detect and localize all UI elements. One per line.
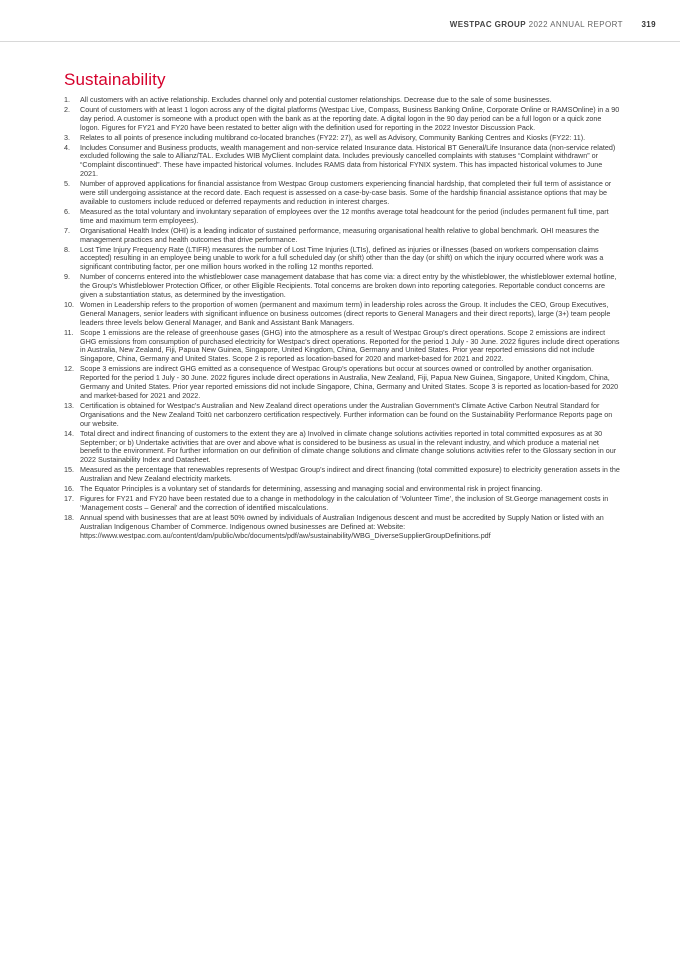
footnote: [64, 301, 620, 328]
footnote-text: Certification is obtained for Westpac’s Australian and New Zealand direct operations under the Australian Government’s Climate Active Carbon Neutral Standard for Organisations and the New Zealand Toitū net carbonzero certification respectively. Further information can be found on the Sustainability Performance Reports page on our website.: [80, 400, 613, 428]
footnote: [64, 134, 620, 143]
footnote-number: 18.: [64, 512, 74, 522]
footnote-number: 6.: [64, 206, 70, 216]
header-report-title: 2022 ANNUAL REPORT: [528, 20, 623, 29]
footnote: [64, 180, 620, 207]
footnote-number: 13.: [64, 400, 74, 410]
footnote-text: All customers with an active relationship. Excludes channel only and potential customer relationships. Decrease due to the sale of some businesses.: [80, 95, 552, 104]
footnote: [64, 106, 620, 133]
footnote-text: Measured as the total voluntary and involuntary separation of employees over the 12 months average total headcount for the period (includes permanent full time, part time and maximum term employees).: [80, 206, 609, 225]
footnote: [64, 144, 620, 180]
footnote-text: Organisational Health Index (OHI) is a leading indicator of sustained performance, measuring organisational health relative to global benchmark. OHI measures the management practices and health outcomes that drive performance.: [80, 225, 599, 244]
footnote: [64, 485, 620, 494]
footnotes-list: [64, 96, 620, 542]
footnote: [64, 466, 620, 484]
footnote-number: 12.: [64, 364, 74, 374]
footnote: [64, 514, 620, 541]
page-number: 319: [641, 20, 656, 29]
footnote-text: Annual spend with businesses that are at least 50% owned by individuals of Australian Indigenous descent and must be accredited by Supply Nation or listed with an Australian Indigenous Chamber of Commerce. Indigenous owned businesses are Defined at: Website: https://www.westpac.com.au/content/dam/public/wbc/documents/pdf/aw/sustainability/WBG_DiverseSupplierGroupDefinitions.pdf: [80, 512, 604, 540]
footnote-text: Measured as the percentage that renewables represents of Westpac Group’s indirect and direct financing (total committed exposure) to electricity generation assets in the Australian and New Zealand electricity markets.: [80, 465, 620, 484]
footnote-number: 8.: [64, 244, 70, 254]
footnote: [64, 208, 620, 226]
footnote-number: 1.: [64, 95, 70, 104]
footnote-text: Number of concerns entered into the whistleblower case management database that has come via: a direct entry by the whistleblower, the whistleblower external hotline, the Group’s Whistleblower Protection Officer, or other Eligible Recipients. Total concerns are broken down into reporting categories. Reportable conduct concerns are given a substantiation status, as determined by the investigation.: [80, 272, 617, 300]
footnote: [64, 495, 620, 513]
footnote: [64, 430, 620, 466]
footnote-number: 9.: [64, 272, 70, 282]
footnote-text: Lost Time Injury Frequency Rate (LTIFR) measures the number of Lost Time Injuries (LTIs), defined as injuries or illnesses (based on workers compensation claims accepted) resulting in an employee being unable to work for a full scheduled day (or shift) other than the day (or shift) on which the injury occurred where work was a significant contributing factor, per one million hours worked in the rolling 12 months reported.: [80, 244, 604, 272]
footnote-number: 15.: [64, 465, 74, 475]
footnote-text: Scope 3 emissions are indirect GHG emitted as a consequence of Westpac Group’s operations but occur at sources owned or controlled by another organisation. Reported for the period 1 July - 30 June. 2022 figures include direct operations in Australia, New Zealand, Fiji, Papua New Guinea, Singapore, United Kingdom, China, Germany and United States. Prior year reported emissions did not include Singapore, China, Germany and United States. Scope 3 is reported as location-based for 2020 and market-based for 2021 and 2022.: [80, 364, 619, 400]
footnote-number: 11.: [64, 327, 74, 337]
footnote-text: Includes Consumer and Business products, wealth management and non-service related Insurance data. Historical BT General/Life Insurance data (non-service related) excluded following the sale to Allianz/TAL. Excludes WIB MyClient complaint data. Includes previously cancelled complaints with statuses “Complaint withdrawn” or “Complaint discontinued”. These have impacted historical volumes. Includes RAMS data from historical FYNIX system. This has impacted historical volumes to June 2021.: [80, 142, 616, 179]
footnote-number: 5.: [64, 179, 70, 189]
footnote-number: 3.: [64, 132, 70, 142]
footnote-number: 4.: [64, 142, 70, 152]
section-title: Sustainability: [64, 70, 166, 89]
footnote: [64, 273, 620, 300]
footnote: [64, 402, 620, 429]
footnote: [64, 96, 620, 105]
footnote: [64, 365, 620, 401]
footnote-number: 10.: [64, 299, 74, 309]
footnote-text: Count of customers with at least 1 logon across any of the digital platforms (Westpac Live, Compass, Business Banking Online, Corporate Online or RAMSOnline) in a 90 day period. A customer is someone with a product open with the bank as at the reporting date. A digital logon in the 90 day period can be a full logon or a quick zone logon. Figures for FY21 and FY20 have been restated to better align with the definition used for reporting in the 2022 Investor Discussion Pack.: [80, 104, 620, 132]
footnote: [64, 246, 620, 273]
footnote-number: 14.: [64, 428, 74, 438]
footnote: [64, 227, 620, 245]
footnote-text: Total direct and indirect financing of customers to the extent they are a) Involved in climate change solutions activities reported in total committed exposures as at 30 September; or b) Undertake activities that are over and above what is considered to be business as usual in the relevant industry, and which produce a material net benefit to the environment. For further information on our definition of climate change solutions and climate change solutions activities refer to the Glossary section in our 2022 Sustainability Index and Datasheet.: [80, 428, 617, 465]
footnote-text: Number of approved applications for financial assistance from Westpac Group customers experiencing financial hardship, that completed their full term of assistance or were still undergoing assistance at the record date. Each request is assessed on a case-by-case basis. Some of the hardship financial assistance options that may be available to customers include reduced or deferred repayments and reduction in interest charges.: [80, 179, 612, 206]
footnote-text: Figures for FY21 and FY20 have been restated due to a change in methodology in the calculation of ‘Volunteer Time’, the inclusion of St.George management costs in ‘Management costs – General’ and the correction of identified miscalculations.: [80, 493, 609, 512]
footnote-number: 17.: [64, 493, 74, 503]
footnote: [64, 329, 620, 365]
footnote-text: Relates to all points of presence including multibrand co-located branches (FY22: 27), as well as Advisory, Community Banking Centres and Kiosks (FY22: 11).: [80, 132, 586, 142]
footnote-number: 16.: [64, 484, 74, 494]
page-header: [450, 20, 656, 34]
header-brand: WESTPAC GROUP: [449, 20, 526, 29]
footnote-number: 2.: [64, 104, 70, 114]
footnote-text: Women in Leadership refers to the proportion of women (permanent and maximum term) in leadership roles across the Group. It includes the CEO, Group Executives, General Managers, senior leaders with significant influence on business outcomes (direct reports to General Managers and their direct reports), large (3+) team people leaders three levels below General Manager, and Bank and Assistant Bank Managers.: [80, 299, 611, 327]
header-divider: [0, 41, 680, 42]
footnote-text: The Equator Principles is a voluntary set of standards for determining, assessing and managing social and environmental risk in project financing.: [80, 484, 543, 494]
footnote-text: Scope 1 emissions are the release of greenhouse gases (GHG) into the atmosphere as a result of Westpac Group’s direct operations. Scope 2 emissions are indirect GHG emissions from consumption of purchased electricity for Westpac’s direct operations. Reported for the period 1 July - 30 June. 2022 figures include direct operations in Australia, New Zealand, Fiji, Papua New Guinea, Singapore, United Kingdom, China, Germany and United States. Prior year reported emissions did not include Singapore, China, Germany and United States. Scope 2 is reported as location-based for 2020 and market-based for 2021 and 2022.: [80, 327, 620, 364]
footnote-number: 7.: [64, 225, 70, 235]
